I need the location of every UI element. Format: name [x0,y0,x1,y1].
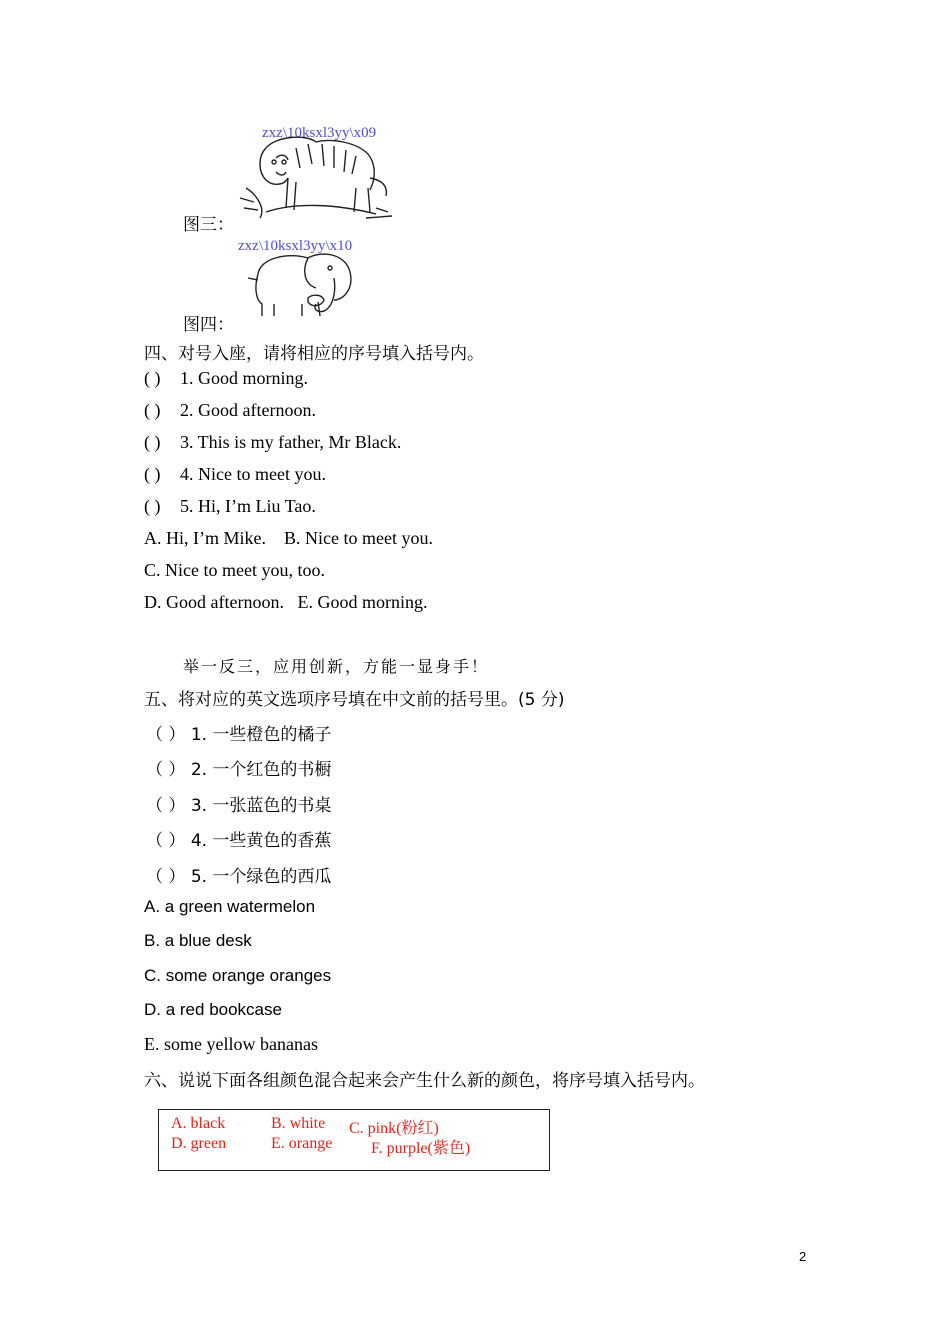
section4-item [144,368,308,389]
answer-blank[interactable]: ( ) [144,432,161,452]
section4-item [144,400,316,421]
section5-item [146,755,331,780]
answer-blank[interactable]: ( ) [144,496,161,516]
watermark-fig3: zxz\10ksxl3yy\x09 [262,125,377,141]
section5-option: E. some yellow bananas [144,1034,318,1054]
elephant-illustration [238,244,358,320]
motto: 举一反三，应用创新，方能一显身手！ [183,657,490,676]
item-text: 3. 一张蓝色的书桌 [190,796,332,816]
section5-item [146,720,331,745]
color-option: D. green [171,1135,227,1152]
color-option: E. orange [271,1135,333,1152]
section5-title: 五、将对应的英文选项序号填在中文前的括号里。(5 分) [144,690,565,710]
item-text: 4. 一些黄色的香蕉 [190,831,332,851]
figure3-label: 图三： [183,215,234,235]
answer-blank[interactable]: ( ) [144,368,161,388]
watermark-fig4: zxz\10ksxl3yy\x10 [238,238,353,254]
item-text: 5. Hi, I’m Liu Tao. [180,496,316,516]
section5-option: C. some orange oranges [144,966,332,985]
answer-blank[interactable]: ( ) [144,400,161,420]
answer-blank[interactable]: （ ） [146,867,186,887]
section5-item [146,791,331,816]
section5-item [146,826,331,851]
color-option: A. black [171,1115,226,1132]
section4-title: 四、对号入座，请将相应的序号填入括号内。 [144,344,484,364]
answer-blank[interactable]: （ ） [146,831,186,851]
answer-blank[interactable]: ( ) [144,464,161,484]
tiger-illustration [236,128,396,224]
item-text: 2. 一个红色的书橱 [190,760,332,780]
item-text: 1. Good morning. [180,368,308,388]
section5-item [146,862,331,887]
section4-option: D. Good afternoon. E. Good morning. [144,592,428,612]
answer-blank[interactable]: （ ） [146,725,186,745]
section4-item [144,496,316,517]
item-text: 5. 一个绿色的西瓜 [190,867,332,887]
figure4-label: 图四： [183,315,234,335]
section5-option: D. a red bookcase [144,1000,282,1019]
section4-option: C. Nice to meet you, too. [144,560,325,580]
page-number: 2 [799,1249,807,1264]
answer-blank[interactable]: （ ） [146,760,186,780]
color-option: F. purple(紫色) [371,1140,471,1157]
item-text: 4. Nice to meet you. [180,464,326,484]
section5-option: B. a blue desk [144,931,252,950]
section4-item [144,432,401,453]
item-text: 2. Good afternoon. [180,400,316,420]
answer-blank[interactable]: （ ） [146,796,186,816]
section5-option: A. a green watermelon [144,897,316,916]
item-text: 1. 一些橙色的橘子 [190,725,332,745]
item-text: 3. This is my father, Mr Black. [180,432,402,452]
color-options-box [158,1109,550,1171]
color-option: C. pink(粉红) [349,1120,439,1137]
section6-title: 六、说说下面各组颜色混合起来会产生什么新的颜色，将序号填入括号内。 [144,1071,705,1091]
section4-item [144,464,326,485]
color-option: B. white [271,1115,326,1132]
section4-option: A. Hi, I’m Mike. B. Nice to meet you. [144,528,433,548]
